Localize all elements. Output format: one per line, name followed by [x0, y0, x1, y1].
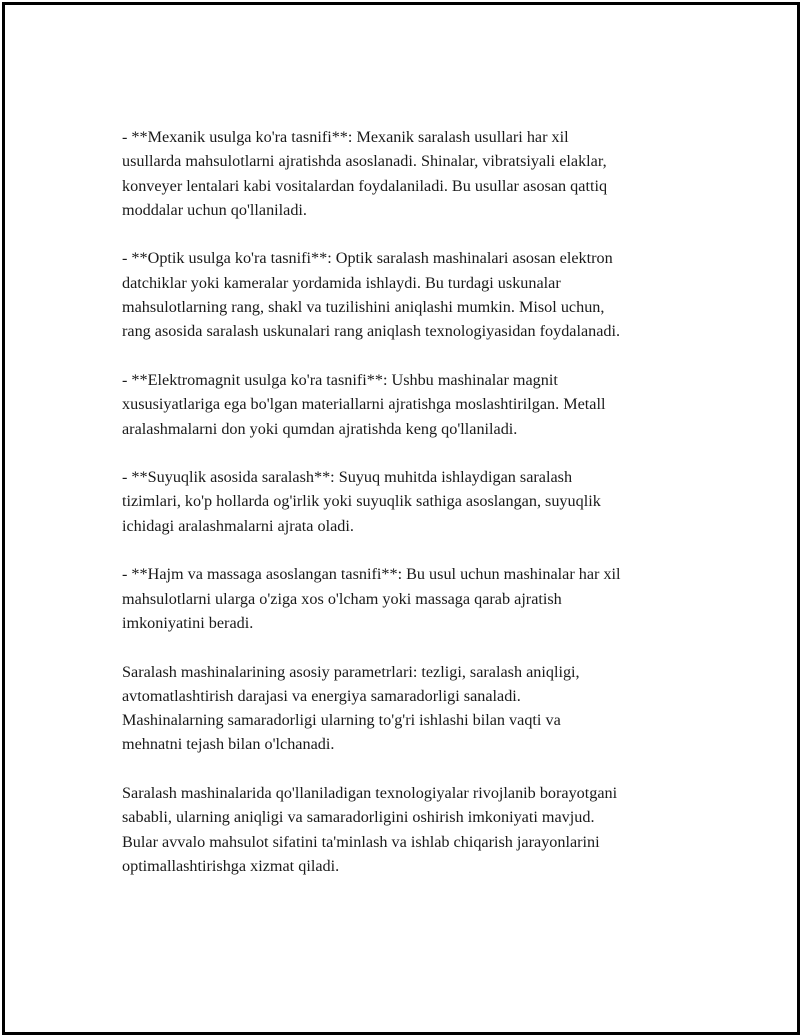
paragraph-technology-development: Saralash mashinalarida qo'llaniladigan texnologiyalar rivojlanib borayotgani sababli, ularning aniqligi va samaradorligini oshirish imkoniyati mavjud. Bular avvalo mahsulot sifatini ta'minlash va ishlab chiqarish jarayonlarini optimallashtirishga xizmat qiladi. [122, 784, 618, 875]
paragraph-mechanical-classification: - **Mexanik usulga ko'ra tasnifi**: Mexanik saralash usullari har xil usullarda mahsulotlarni ajratishda asoslanadi. Shinalar, vibratsiyali elaklar, konveyer lentalari kabi vositalardan foydalaniladi. Bu usullar asosan qattiq moddalar uchun qo'llaniladi. [122, 128, 608, 219]
paragraph-volume-mass-classification: - **Hajm va massaga asoslangan tasnifi**: Bu usul uchun mashinalar har xil mahsulotlarni ularga o'ziga xos o'lcham yoki massaga qarab ajratish imkoniyatini beradi. [122, 565, 621, 632]
paragraph-optical-classification: - **Optik usulga ko'ra tasnifi**: Optik saralash mashinalari asosan elektron datchiklar yoki kameralar yordamida ishlaydi. Bu turdagi uskunalar mahsulotlarning rang, shakl va tuzilishini aniqlashi mumkin. Misol uchun, rang asosida saralash uskunalari rang aniqlash texnologiyasidan foydalanadi. [122, 249, 621, 341]
page-frame [2, 2, 800, 1035]
paragraph-liquid-sorting: - **Suyuqlik asosida saralash**: Suyuq muhitda ishlaydigan saralash tizimlari, ko'p hollarda og'irlik yoki suyuqlik sathiga asoslangan, suyuqlik ichidagi aralashmalarni ajrata oladi. [122, 468, 601, 535]
document-body [122, 125, 702, 903]
paragraph-main-parameters: Saralash mashinalarining asosiy parametrlari: tezligi, saralash aniqligi, avtomatlashtirish darajasi va energiya samaradorligi sanaladi. Mashinalarning samaradorligi ularning to'g'ri ishlashi bilan vaqti va mehnatni tejash bilan o'lchanadi. [122, 662, 580, 754]
paragraph-electromagnetic-classification: - **Elektromagnit usulga ko'ra tasnifi**: Ushbu mashinalar magnit xususiyatlariga ega bo'lgan materiallarni ajratishga moslashtirilgan. Metall aralashmalarni don yoki qumdan ajratishda keng qo'llaniladi. [122, 370, 606, 438]
